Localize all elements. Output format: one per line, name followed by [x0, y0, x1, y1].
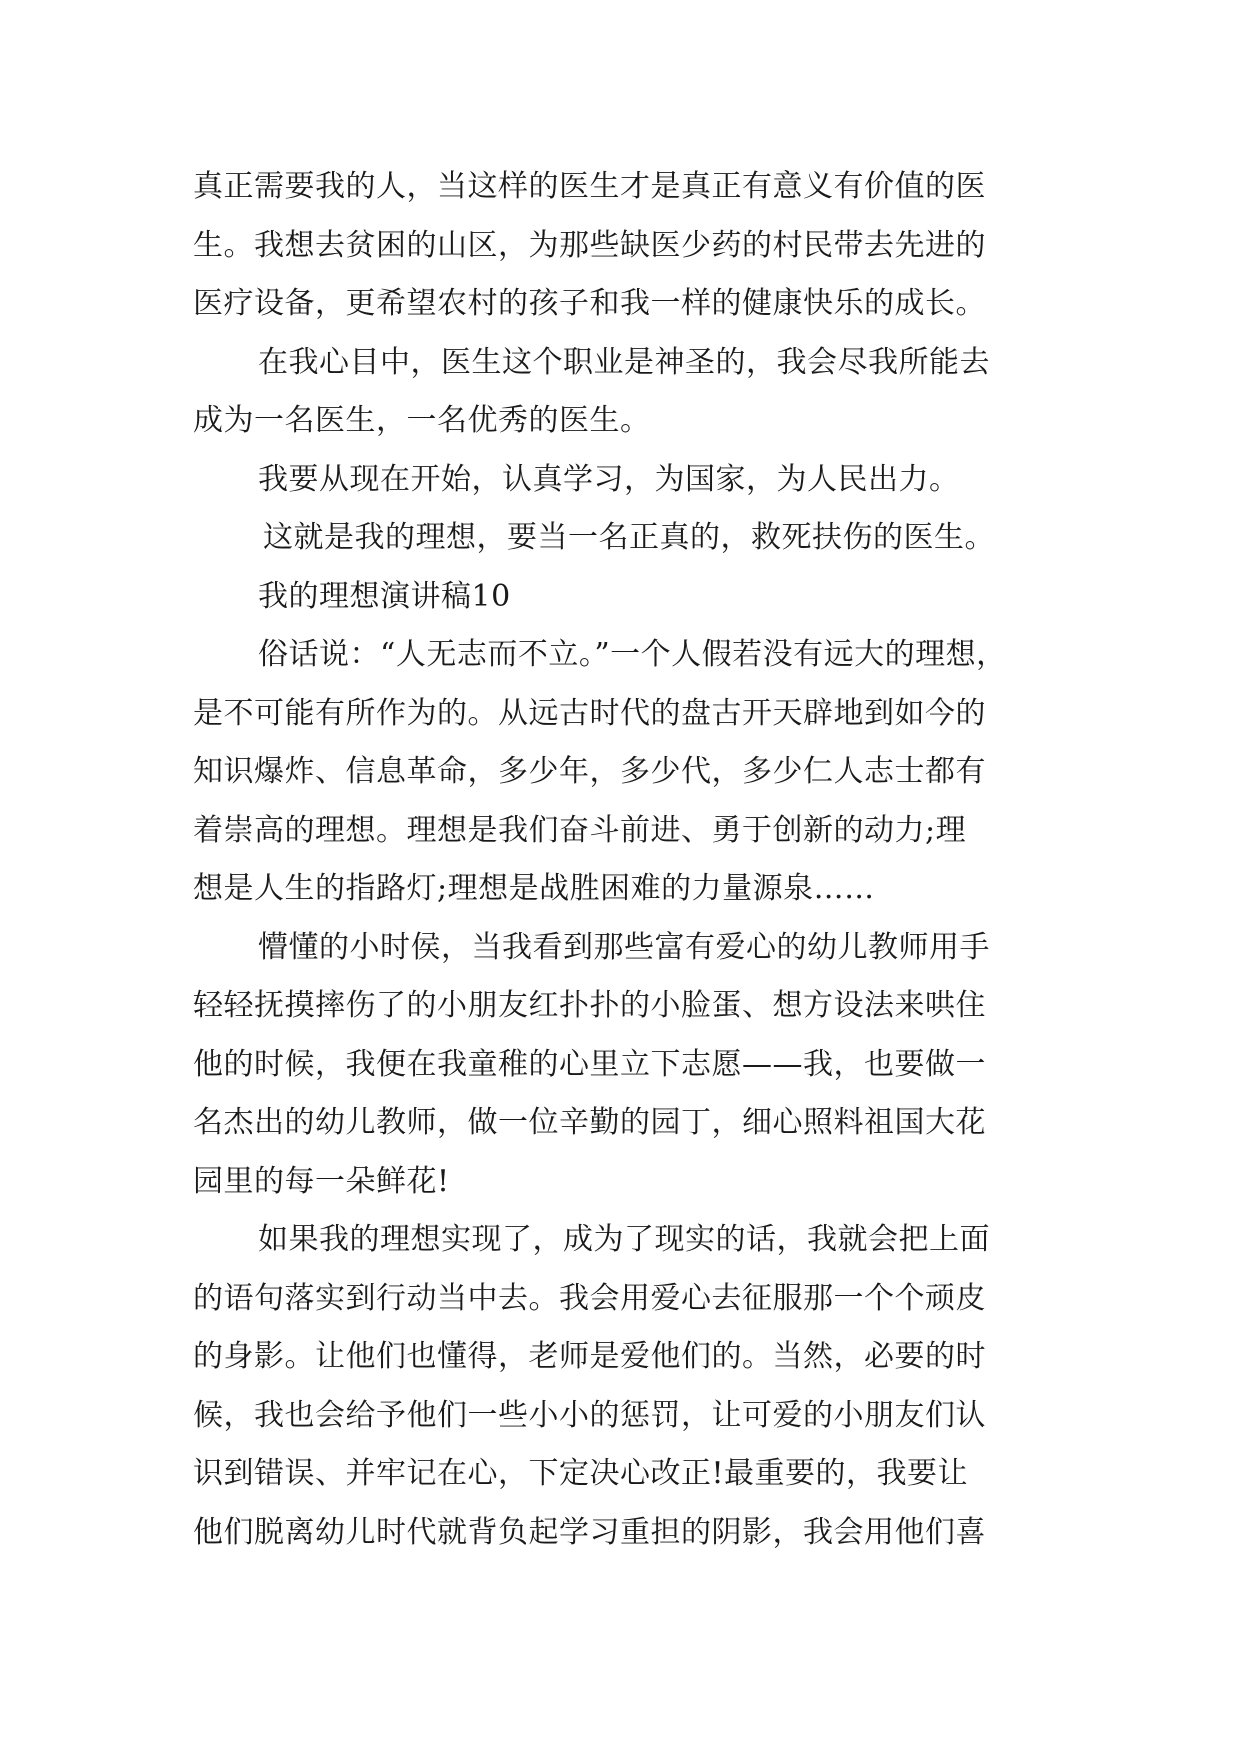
document-body [193, 158, 1053, 1562]
text-line: 他的时候，我便在我童稚的心里立下志愿——我，也要做一 [193, 1046, 986, 1082]
paragraph-start-line: 这就是我的理想，要当一名正真的，救死扶伤的医生。 [263, 520, 995, 555]
text-line: 成为一名医生，一名优秀的医生。 [193, 403, 651, 438]
text-line: 医疗设备，更希望农村的孩子和我一样的健康快乐的成长。 [193, 286, 986, 321]
section-heading: 我的理想演讲稿10 [258, 578, 511, 614]
text-line: 园里的每一朵鲜花! [193, 1163, 450, 1199]
paragraph-start-line: 在我心目中，医生这个职业是神圣的，我会尽我所能去 [258, 344, 990, 380]
paragraph-start-line: 如果我的理想实现了，成为了现实的话，我就会把上面 [258, 1222, 990, 1257]
text-line: 轻轻抚摸摔伤了的小朋友红扑扑的小脸蛋、想方设法来哄住 [193, 988, 986, 1023]
text-line: 的身影。让他们也懂得，老师是爱他们的。当然，必要的时 [193, 1339, 986, 1374]
paragraph-start-line: 懵懂的小时侯，当我看到那些富有爱心的幼儿教师用手 [258, 929, 990, 965]
text-line: 候，我也会给予他们一些小小的惩罚，让可爱的小朋友们认 [193, 1397, 986, 1433]
text-line: 是不可能有所作为的。从远古时代的盘古开天辟地到如今的 [193, 695, 986, 731]
paragraph-start-line: 俗话说：“人无志而不立。”一个人假若没有远大的理想， [258, 637, 1007, 672]
text-line: 着崇高的理想。理想是我们奋斗前进、勇于创新的动力;理 [193, 812, 967, 848]
text-line: 识到错误、并牢记在心，下定决心改正!最重要的，我要让 [193, 1456, 969, 1491]
text-line: 名杰出的幼儿教师，做一位辛勤的园丁，细心照料祖国大花 [193, 1105, 986, 1140]
paragraph-start-line: 我要从现在开始，认真学习，为国家，为人民出力。 [258, 461, 960, 497]
text-line: 知识爆炸、信息革命，多少年，多少代，多少仁人志士都有 [193, 754, 986, 789]
text-line: 他们脱离幼儿时代就背负起学习重担的阴影，我会用他们喜 [193, 1514, 986, 1550]
text-line: 的语句落实到行动当中去。我会用爱心去征服那一个个顽皮 [193, 1280, 986, 1316]
text-line: 生。我想去贫困的山区，为那些缺医少药的村民带去先进的 [193, 227, 986, 263]
text-line: 想是人生的指路灯;理想是战胜困难的力量源泉…… [193, 871, 875, 906]
text-line: 真正需要我的人，当这样的医生才是真正有意义有价值的医 [193, 169, 986, 204]
